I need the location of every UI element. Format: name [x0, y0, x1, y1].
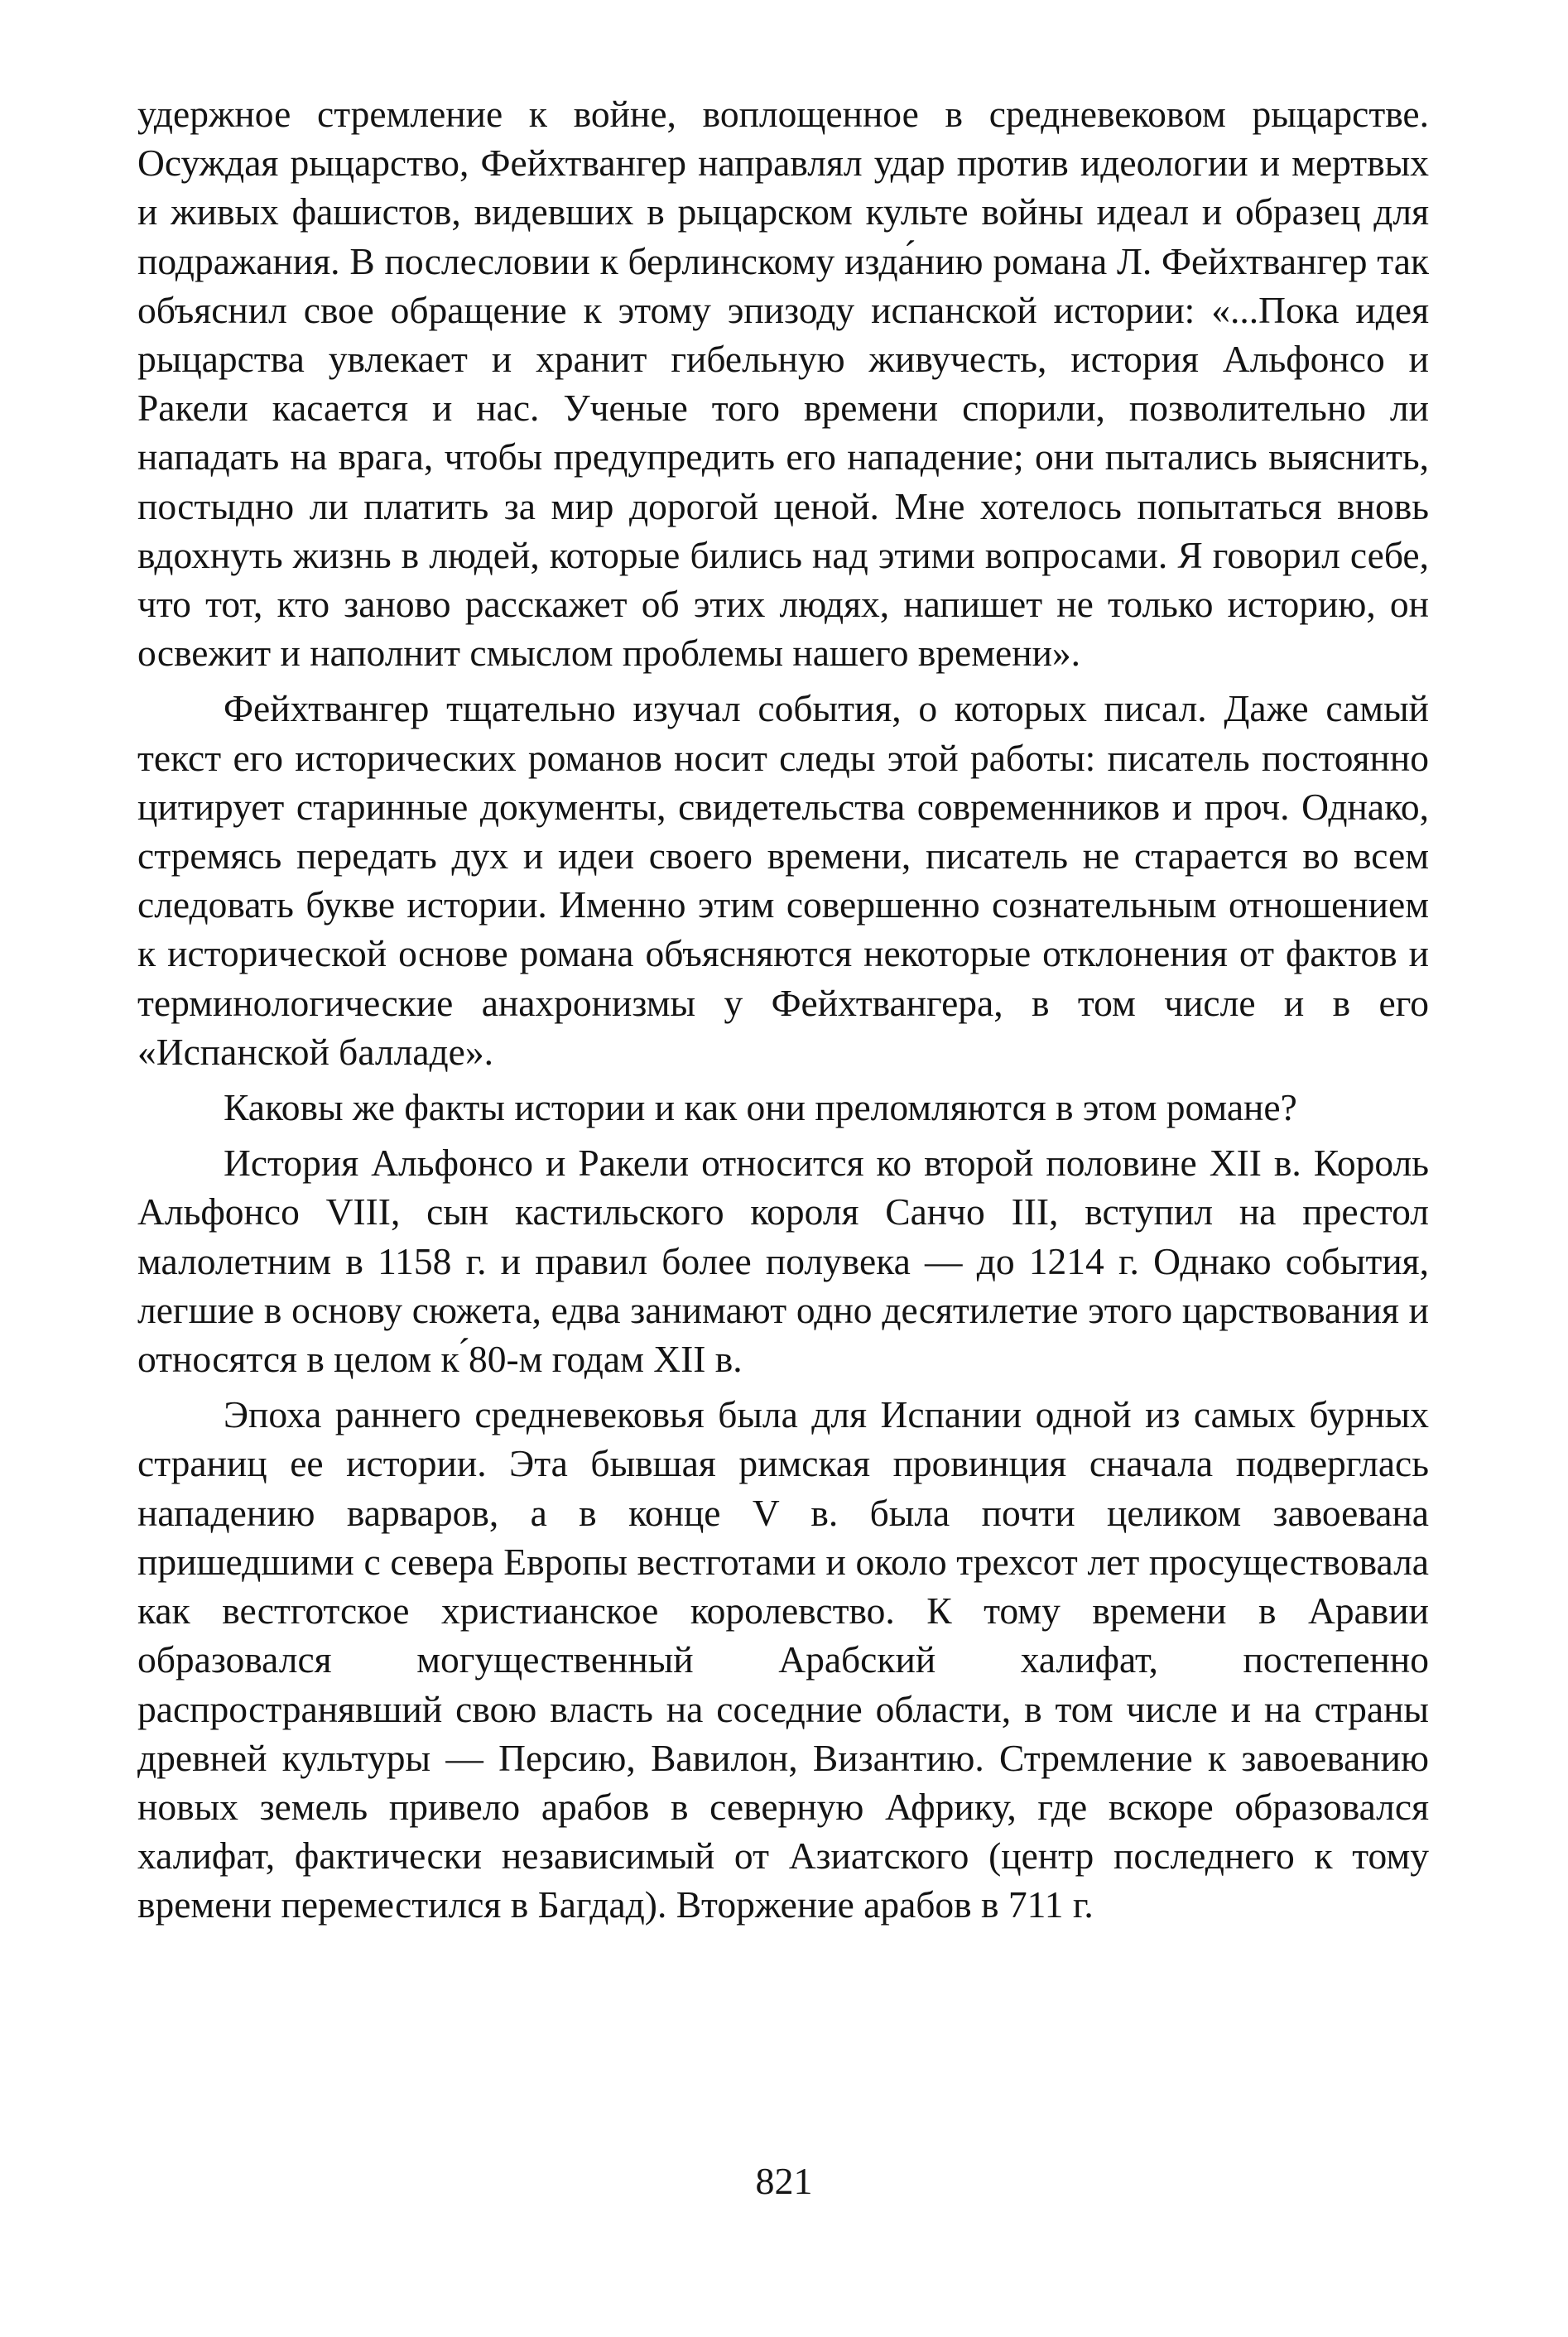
paragraph-2: Фейхтвангер тщательно изучал события, о которых писал. Даже самый текст его исторических романов носит следы этой работы: писатель постоянно цитирует старинные документы, свидетельства современников и проч. Однако, стремясь передать дух и идеи своего времени, писатель не старается во всем следовать букве истории. Именно этим совершенно сознательным отношением к исторической основе романа объясняются некоторые отклонения от фактов и терминологические анахронизмы у Фейхтвангера, в том числе и в его «Испанской балладе». — [137, 687, 1429, 1073]
paragraph-5: Эпоха раннего средневековья была для Испании одной из самых бурных страниц ее истории. Эта бывшая римская провинция сначала подверглась нападению варваров, а в конце V в. была почти целиком завоевана пришедшими с севера Европы вестготами и около трехсот лет просуществовала как вестготское христианское королевство. К тому времени в Аравии образовался могущественный Арабский халифат, постепенно распространявший свою власть на соседние области, в том числе и на страны древней культуры — Персию, Вавилон, Византию. Стремление к завоеванию новых земель привело арабов в северную Африку, где вскоре образовался халифат, фактически независимый от Азиатского (центр последнего к тому времени переместился в Багдад). Вторжение арабов в 711 г. — [137, 1393, 1429, 1926]
paragraph-1: удержное стремление к войне, воплощенное в средневековом рыцарстве. Осуждая рыцарство, Фейхтвангер направлял удар против идеологии и мертвых и живых фашистов, видевших в рыцарском культе войны идеал и образец для подражания. В послесловии к берлинскому изда́нию романа Л. Фейхтвангер так объяснил свое обращение к этому эпизоду испанской истории: «...Пока идея рыцарства увлекает и хранит гибельную живучесть, история Альфонсо и Ракели касается и нас. Ученые того времени спорили, позволительно ли нападать на врага, чтобы предупредить его нападение; они пытались выяснить, постыдно ли платить за мир дорогой ценой. Мне хотелось попытаться вновь вдохнуть жизнь в людей, которые бились над этими вопросами. Я говорил себе, что тот, кто заново расскажет об этих людях, напишет не только историю, он освежит и наполнит смыслом проблемы нашего времени». — [137, 93, 1429, 675]
page-body — [137, 89, 1429, 1930]
paragraph-3: Каковы же факты истории и как они преломляются в этом романе? — [224, 1086, 1297, 1129]
page-number: 821 — [755, 2160, 813, 2202]
paragraph-4: История Альфонсо и Ракели относится ко второй половине XII в. Король Альфонсо VIII, сын кастильского короля Санчо III, вступил на престол малолетним в 1158 г. и правил более полувека — до 1214 г. Однако события, легшие в основу сюжета, едва занимают одно десятилетие этого царствования и относятся в целом к ́80-м годам XII в. — [137, 1142, 1429, 1381]
